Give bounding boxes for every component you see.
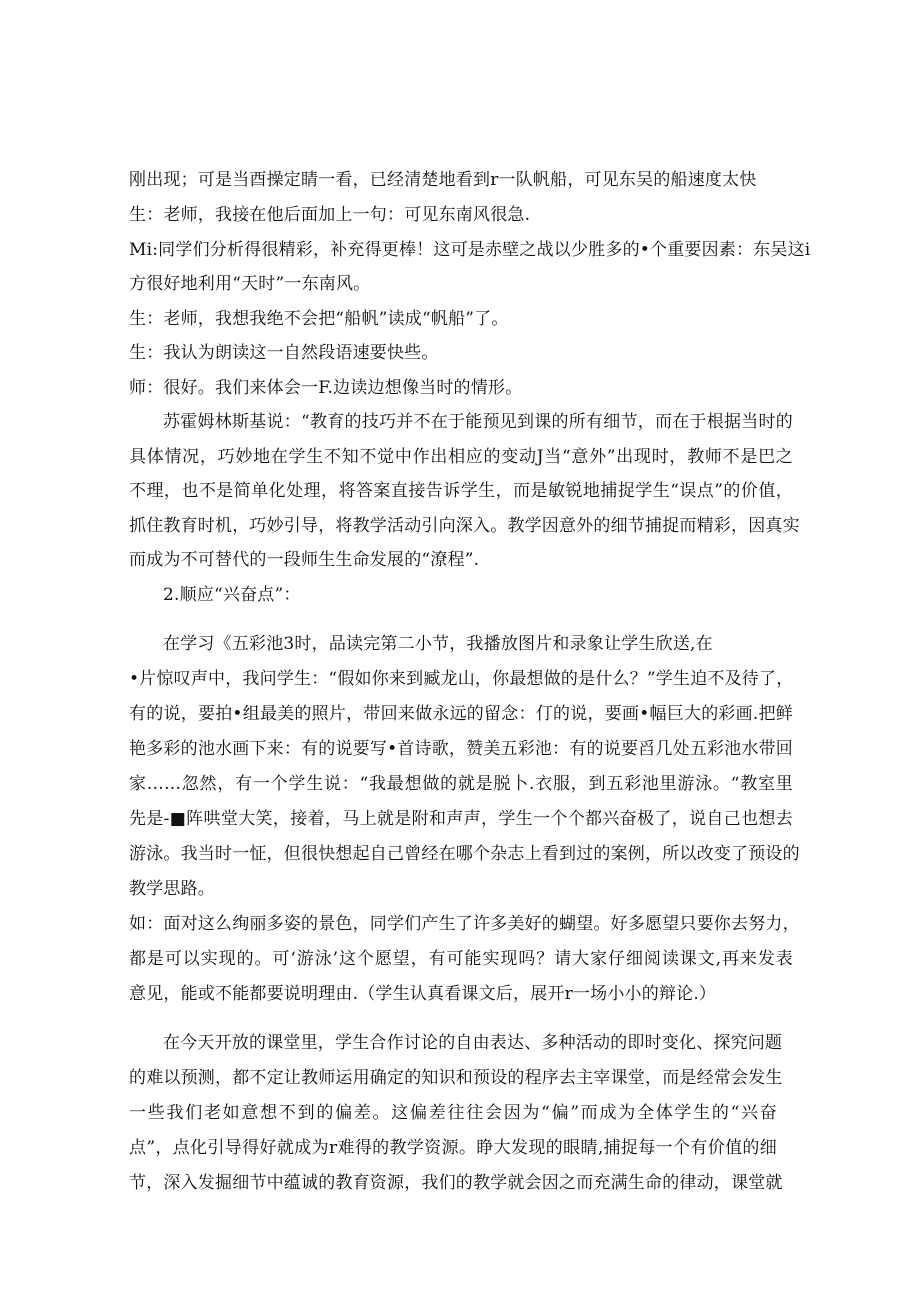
paragraph2-line-3: 有的说，要拍•组最美的照片，带回来做永远的留念：仃的说，要画•幅巨大的彩画.把鲜 <box>129 704 793 724</box>
paragraph4-line-5: 节，深入发掘细节中蕴诚的教育资源，我们的教学就会因之而充满生命的律动，课堂就 <box>129 1173 783 1193</box>
paragraph2-line-1: 在学习《五彩池3时，品读完第二小节，我播放图片和录象让学生欣送,在 <box>163 634 713 654</box>
paragraph1-line-2: 具体情况，巧妙地在学生不知不觉中作出相应的变动J当“意外”出现时，教师不是巴之 <box>129 447 793 467</box>
paragraph2-line-5: 家……忽然，有一个学生说：“我最想做的就是脱卜.衣服，到五彩池里游泳。“教室里 <box>129 774 793 794</box>
dialogue-line-5: 生：老师，我想我绝不会把“船帆”读成“帆船”了。 <box>129 309 509 329</box>
paragraph1-line-1: 苏霍姆林斯基说：“教育的技巧并不在于能预见到课的所有细节，而在于根据当时的 <box>163 412 793 432</box>
paragraph2-line-6: 先是-■阵哄堂大笑，接着，马上就是附和声声，学生一个个都兴奋极了，说自己也想去 <box>129 809 793 829</box>
paragraph2-line-4: 艳多彩的池水画下来：有的说要写•首诗歌，赞美五彩池：有的说要舀几处五彩池水带回 <box>129 739 793 759</box>
dialogue-line-1: 刚出现；可是当酉操定睛一看，已经清楚地看到r一队帆船，可见东吴的船速度太快 <box>129 170 757 190</box>
paragraph2-line-8: 教学思路。 <box>129 879 215 899</box>
dialogue-line-6: 生：我认为朗读这一自然段语速要快些。 <box>129 343 439 363</box>
dialogue-line-2: 生：老师，我接在他后面加上一句：可见东南风很急. <box>129 205 531 225</box>
paragraph4-line-2: 的难以预测，都不定让教师运用确定的知识和预设的程序去主宰课堂，而是经常会发生 <box>129 1068 783 1088</box>
paragraph1-line-3: 不理，也不是简单化处理，将答案直接告诉学生，而是敏锐地捕捉学生“误点”的价值， <box>129 481 793 501</box>
paragraph1-line-5: 而成为不可替代的一段师生生命发展的“潦程”. <box>129 550 480 570</box>
paragraph4-line-1: 在今天开放的课堂里，学生合作讨论的自由表达、多种活动的即时变化、探究问题 <box>163 1033 783 1053</box>
dialogue-line-7: 师：很好。我们来体会一F.边读边想像当时的情形。 <box>129 378 523 398</box>
paragraph2-line-2: •片惊叹声中，我问学生：“假如你来到臧龙山，你最想做的是什么？”学生迫不及待了， <box>129 669 794 689</box>
paragraph3-line-1: 如：面对这么绚丽多姿的景色，同学们产生了许多美好的蝴望。好多愿望只要你去努力， <box>129 914 800 934</box>
paragraph3-line-2: 都是可以实现的。可‘游泳’这个愿望，有可能实现吗？请大家仔细阅读课文,再来发表 <box>129 949 793 969</box>
paragraph3-line-3: 意见，能或不能都要说明理由.（学生认真看课文后，展开r一场小小的辩论.） <box>129 984 717 1004</box>
paragraph2-line-7: 游泳。我当时一怔，但很快想起自己曾经在哪个杂志上看到过的案例，所以改变了预设的 <box>129 844 800 864</box>
paragraph4-line-4: 点”，点化引导得好就成为r难得的教学资源。睁大发现的眼睛,捕捉每一个有价值的细 <box>129 1138 777 1158</box>
dialogue-line-4: 方很好地利用“天时”一东南风。 <box>129 274 371 294</box>
dialogue-line-3: Mi:同学们分析得很精彩，补充得更棒！这可是赤壁之战以少胜多的•个重要因素：东吴这i <box>129 240 811 260</box>
paragraph4-line-3: 一些我们老如意想不到的偏差。这偏差往往会因为“偏”而成为全体学生的“兴奋 <box>129 1103 777 1123</box>
section-heading: 2.顺应“兴奋点”： <box>163 585 301 605</box>
paragraph1-line-4: 抓住教育时机，巧妙引导，将教学活动引向深入。教学因意外的细节捕捉而精彩，因真实 <box>129 516 800 536</box>
